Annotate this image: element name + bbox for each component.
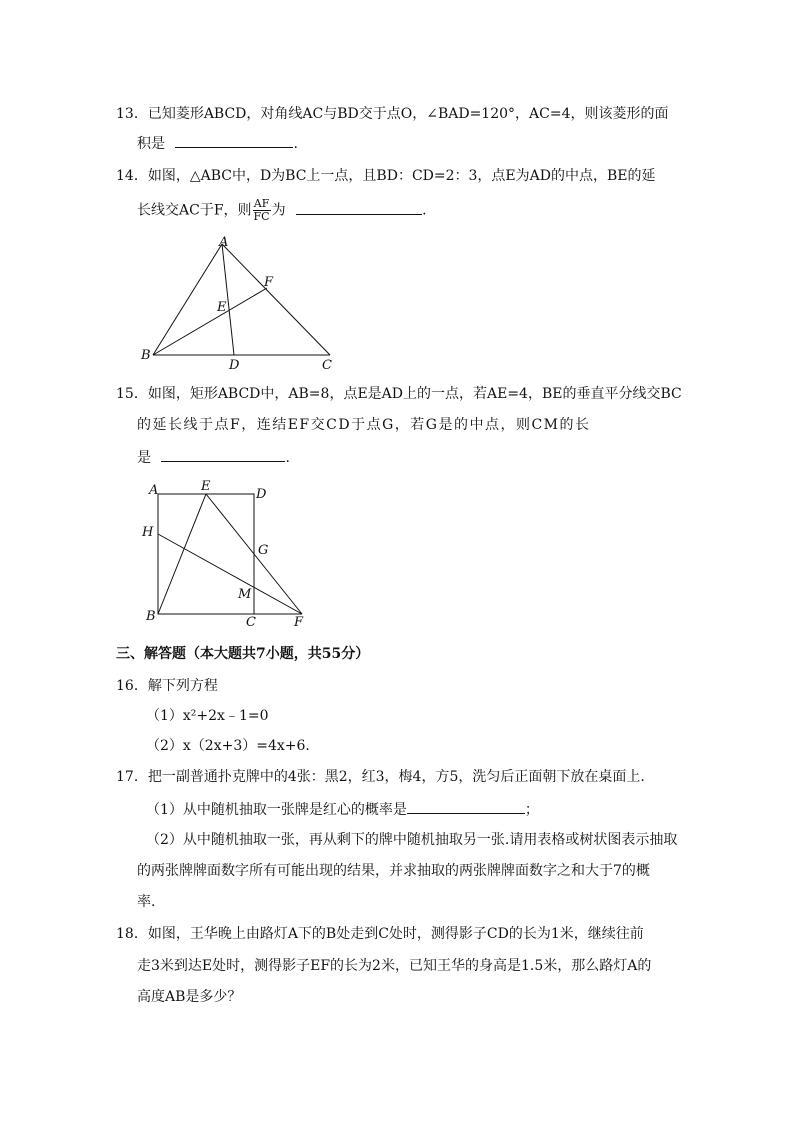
q17-item2-line3: 率. xyxy=(137,894,156,910)
segment-AB xyxy=(153,244,222,355)
q15-answer-blank[interactable] xyxy=(161,447,285,462)
q16-title: 16．解下列方程 xyxy=(116,678,218,694)
q17-line1: 17．把一副普通扑克牌中的4张：黑2，红3，梅4，方5，洗匀后正面朝下放在桌面上. xyxy=(116,769,645,785)
label-C: C xyxy=(322,358,332,372)
q17-item2-line1: （2）从中随机抽取一张，再从剩下的牌中随机抽取另一张.请用表格或树状图表示抽取 xyxy=(146,832,678,848)
q14-answer-blank[interactable] xyxy=(296,200,422,215)
label-B: B xyxy=(146,609,156,624)
q15-line1: 15．如图，矩形ABCD中，AB=8，点E是AD上的一点，若AE=4，BE的垂直平分线交BC xyxy=(116,386,682,402)
segment-AC xyxy=(222,244,330,355)
q17-item1-prefix: （1）从中随机抽取一张牌是红心的概率是 xyxy=(146,802,407,818)
q13-suffix: . xyxy=(293,136,298,152)
q13-answer-blank[interactable] xyxy=(175,133,293,148)
q16-item1: （1）x²+2x﹣1=0 xyxy=(146,708,269,724)
q17-answer-blank[interactable] xyxy=(407,799,525,814)
q14-frac-num: AF xyxy=(253,197,270,210)
q18-line1: 18．如图，王华晚上由路灯A下的B处走到C处时，测得影子CD的长为1米，继续往前 xyxy=(116,926,644,942)
label-A: A xyxy=(219,235,229,250)
segment-BE xyxy=(158,494,206,614)
q16-item2: （2）x（2x+3）=4x+6. xyxy=(146,738,310,754)
label-H: H xyxy=(142,525,154,540)
label-E: E xyxy=(201,479,211,494)
label-F: F xyxy=(294,615,304,630)
label-G: G xyxy=(258,543,269,558)
label-A: A xyxy=(149,483,159,498)
segment-BF xyxy=(153,288,267,355)
label-M: M xyxy=(238,587,252,602)
section3-heading: 三、解答题（本大题共7小题，共55分） xyxy=(116,646,370,662)
q17-item1-suffix: ； xyxy=(524,802,539,818)
q15-line3 xyxy=(137,447,290,468)
label-D: D xyxy=(229,358,240,372)
segment-HF xyxy=(158,534,302,614)
q14-triangle-figure xyxy=(135,232,345,372)
q14-line1: 14．如图，△ABC中，D为BC上一点，且BD：CD=2：3，点E为AD的中点，BE的延 xyxy=(116,168,656,184)
q17-item1 xyxy=(146,799,539,820)
q18-line2: 走3米到达E处时，测得影子EF的长为2米，已知王华的身高是1.5米，那么路灯A的 xyxy=(137,958,652,974)
q13-line1: 13．已知菱形ABCD，对角线AC与BD交于点O，∠BAD=120°，AC=4，则该菱形的面 xyxy=(116,106,669,122)
q14-line2 xyxy=(137,198,427,223)
label-C: C xyxy=(246,615,256,630)
q14-suffix: . xyxy=(422,202,427,219)
label-F: F xyxy=(264,275,274,290)
label-E: E xyxy=(217,300,227,315)
q15-rectangle-figure xyxy=(138,478,318,630)
q15-suffix: . xyxy=(285,450,290,466)
q15-line2: 的延长线于点F，连结EF交CD于点G，若G是的中点，则CM的长 xyxy=(137,417,591,433)
q14-frac-den: FC xyxy=(253,210,270,223)
q17-item2-line2: 的两张牌牌面数字所有可能出现的结果，并求抽取的两张牌牌面数字之和大于7的概 xyxy=(137,863,650,879)
label-B: B xyxy=(141,348,151,363)
q14-fraction xyxy=(253,198,271,223)
q18-line3: 高度AB是多少？ xyxy=(137,989,242,1005)
q14-mid: 为 xyxy=(271,202,286,219)
q15-prefix: 是 xyxy=(137,450,151,466)
q13-line2 xyxy=(137,133,298,154)
label-D: D xyxy=(256,487,267,502)
q14-prefix: 长线交AC于F，则 xyxy=(137,202,252,219)
q13-prefix: 积是 xyxy=(137,136,165,152)
